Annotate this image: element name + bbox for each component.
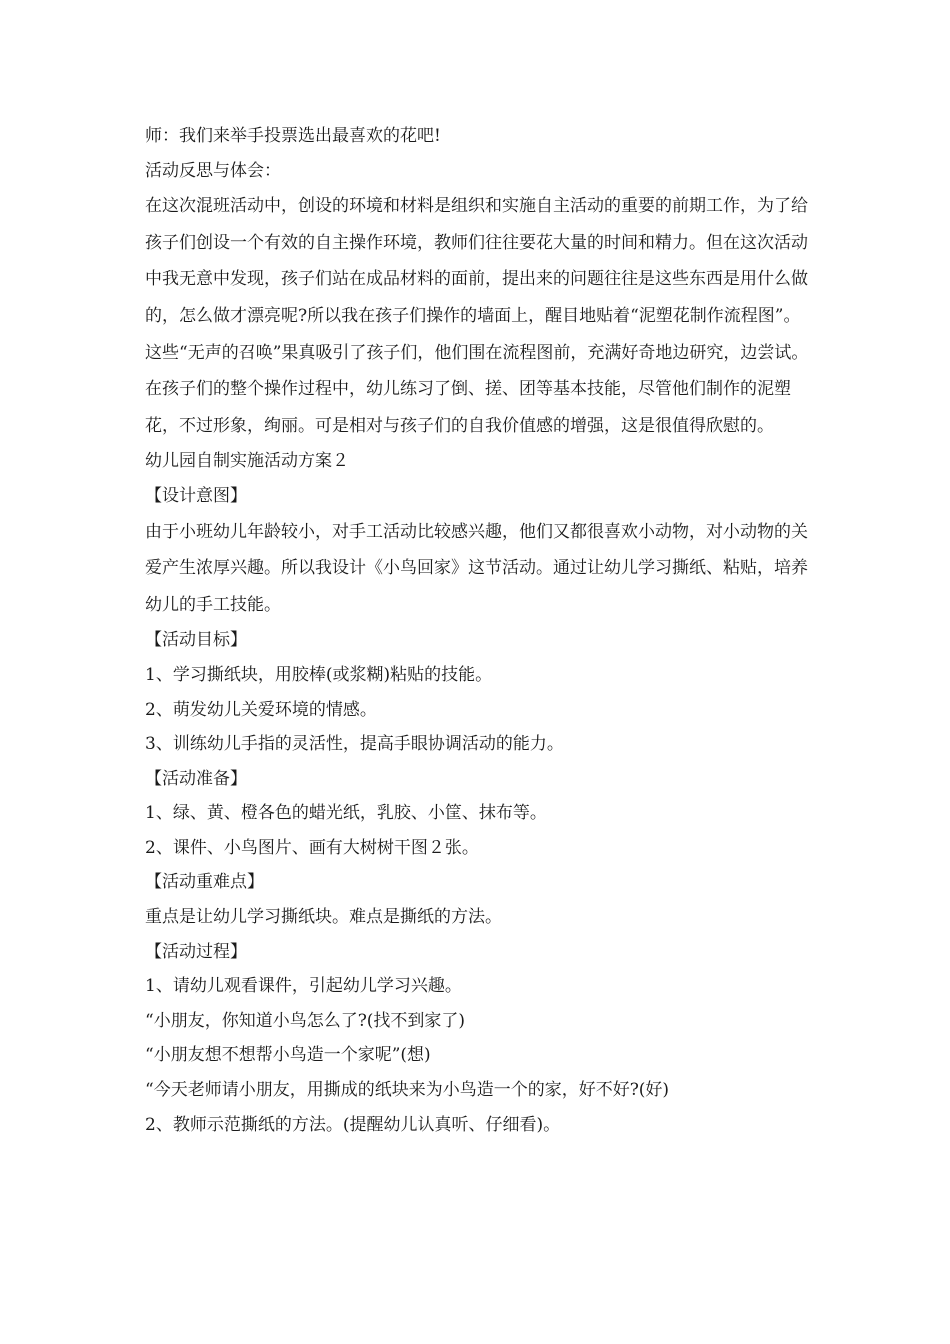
key-text: 重点是让幼儿学习撕纸块。难点是撕纸的方法。 — [145, 907, 502, 928]
process-heading: 【活动过程】 — [145, 941, 247, 962]
plan-title: 幼儿园自制实施活动方案２ — [145, 451, 349, 472]
dialogue-line-1: “小朋友，你知道小鸟怎么了?(找不到家了) — [145, 1010, 466, 1031]
reflection-heading: 活动反思与体会： — [145, 160, 281, 181]
dialogue-line-2: “小朋友想不想帮小鸟造一个家呢”(想) — [145, 1045, 431, 1066]
teacher-line: 师：我们来举手投票选出最喜欢的花吧! — [145, 126, 441, 146]
process-item-2: 2、教师示范撕纸的方法。(提醒幼儿认真听、仔细看)。 — [145, 1114, 561, 1135]
prep-heading: 【活动准备】 — [145, 768, 247, 789]
dialogue-line-3: “今天老师请小朋友，用撕成的纸块来为小鸟造一个的家，好不好?(好) — [145, 1080, 670, 1101]
prep-item-1: 1、绿、黄、橙各色的蜡光纸，乳胶、小筐、抹布等。 — [145, 803, 547, 824]
process-item-1: 1、请幼儿观看课件，引起幼儿学习兴趣。 — [145, 976, 462, 997]
document-page — [145, 119, 810, 1142]
prep-item-2: 2、课件、小鸟图片、画有大树树干图２张。 — [145, 837, 479, 858]
design-heading: 【设计意图】 — [145, 485, 247, 506]
design-paragraph: 由于小班幼儿年龄较小，对手工活动比较感兴趣，他们又都很喜欢小动物，对小动物的关爱产生浓厚兴趣。所以我设计《小鸟回家》这节活动。通过让幼儿学习撕纸、粘贴，培养幼儿的手工技能。 — [145, 521, 808, 615]
goals-heading: 【活动目标】 — [145, 630, 247, 651]
goal-item-2: 2、萌发幼儿关爱环境的情感。 — [145, 699, 377, 720]
key-heading: 【活动重难点】 — [145, 872, 264, 893]
goal-item-1: 1、学习撕纸块，用胶棒(或浆糊)粘贴的技能。 — [145, 664, 493, 685]
goal-item-3: 3、训练幼儿手指的灵活性，提高手眼协调活动的能力。 — [145, 734, 564, 755]
reflection-paragraph: 在这次混班活动中，创设的环境和材料是组织和实施自主活动的重要的前期工作，为了给孩子们创设一个有效的自主操作环境，教师们往往要花大量的时间和精力。但在这次活动中我无意中发现，孩子们站在成品材料的面前，提出来的问题往往是这些东西是用什么做的，怎么做才漂亮呢?所以我在孩子们操作的墙面上，醒目地贴着“泥塑花制作流程图”。这些“无声的召唤”果真吸引了孩子们，他们围在流程图前，充满好奇地边研究，边尝试。在孩子们的整个操作过程中，幼儿练习了倒、搓、团等基本技能，尽管他们制作的泥塑花，不过形象，绚丽。可是相对与孩子们的自我价值感的增强，这是很值得欣慰的。 — [145, 196, 809, 436]
